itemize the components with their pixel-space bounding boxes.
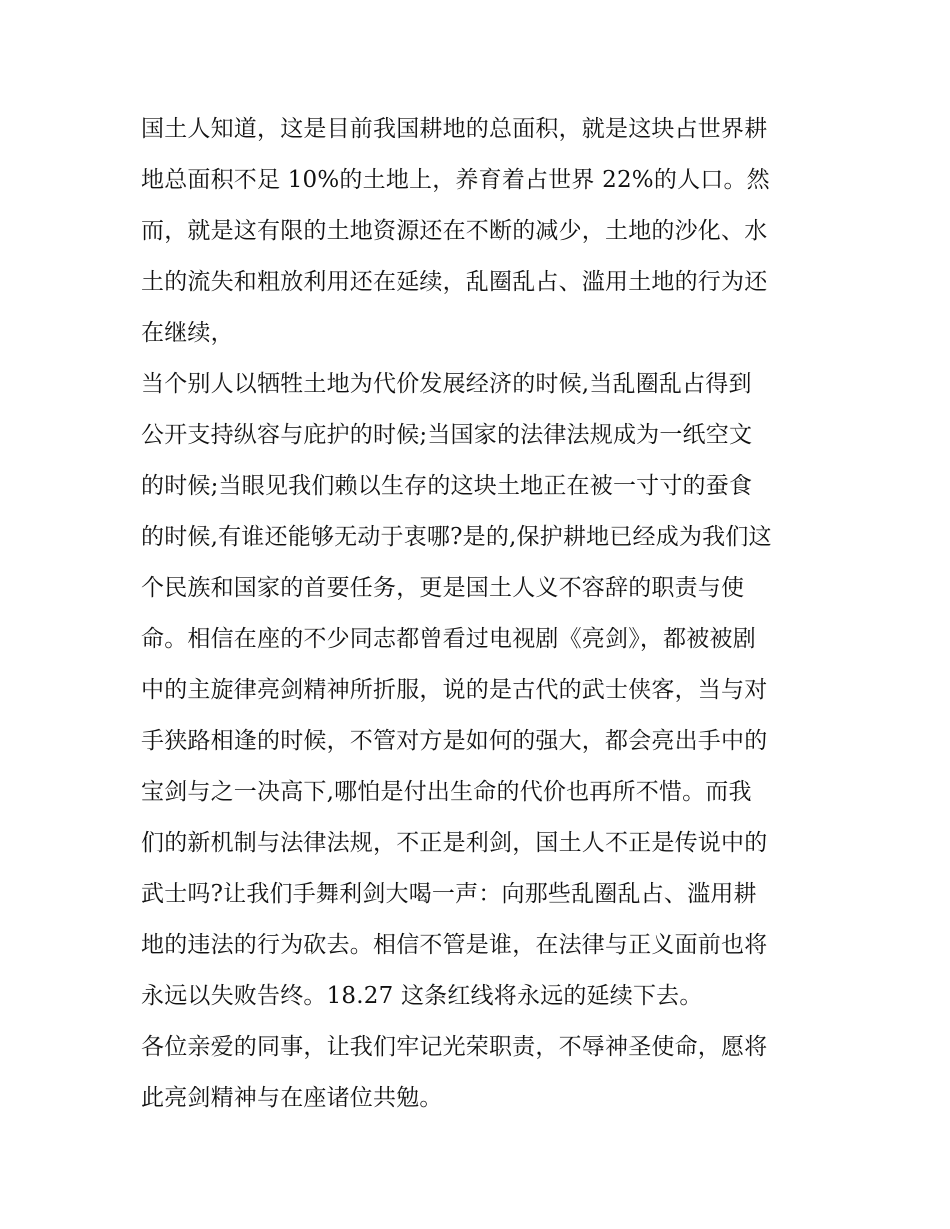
text-line: 地的违法的行为砍去。相信不管是谁，在法律与正义面前也将: [141, 932, 768, 958]
text-line: 命。相信在座的不少同志都曾看过电视剧《亮剑》，都被被剧: [141, 626, 756, 652]
text-line: 们的新机制与法律法规，不正是利剑，国土人不正是传说中的: [141, 830, 768, 856]
text-line: 当个别人以牺牲土地为代价发展经济的时候,当乱圈乱占得到: [141, 371, 752, 397]
text-line: 公开支持纵容与庇护的时候;当国家的法律法规成为一纸空文: [141, 422, 753, 448]
text-line: 永远以失败告终。18.27 这条红线将永远的延续下去。: [141, 983, 703, 1009]
text-line: 武士吗?让我们手舞利剑大喝一声：向那些乱圈乱占、滥用耕: [141, 881, 757, 907]
text-line: 此亮剑精神与在座诸位共勉。: [141, 1085, 443, 1111]
text-line: 手狭路相逢的时候，不管对方是如何的强大，都会亮出手中的: [141, 728, 768, 754]
text-line: 国土人知道，这是目前我国耕地的总面积，就是这块占世界耕: [141, 116, 768, 142]
text-line: 在继续，: [141, 320, 234, 346]
body-text: [141, 104, 821, 1124]
text-line: 的时候,有谁还能够无动于衷哪?是的,保护耕地已经成为我们这: [141, 524, 772, 550]
text-line: 个民族和国家的首要任务，更是国土人义不容辞的职责与使: [141, 575, 745, 601]
text-line: 宝剑与之一决高下,哪怕是付出生命的代价也再所不惜。而我: [141, 779, 752, 805]
text-line: 地总面积不足 10%的土地上，养育着占世界 22%的人口。然: [141, 167, 770, 193]
text-line: 中的主旋律亮剑精神所折服，说的是古代的武士侠客，当与对: [141, 677, 768, 703]
text-line: 的时候;当眼见我们赖以生存的这块土地正在被一寸寸的蚕食: [141, 473, 753, 499]
paragraph-1: [141, 104, 821, 359]
paragraph-2: [141, 359, 821, 1022]
text-line: 土的流失和粗放利用还在延续，乱圈乱占、滥用土地的行为还: [141, 269, 768, 295]
text-line: 而，就是这有限的土地资源还在不断的减少，土地的沙化、水: [141, 218, 768, 244]
paragraph-3: [141, 1022, 821, 1124]
text-line: 各位亲爱的同事，让我们牢记光荣职责，不辱神圣使命，愿将: [141, 1034, 768, 1060]
